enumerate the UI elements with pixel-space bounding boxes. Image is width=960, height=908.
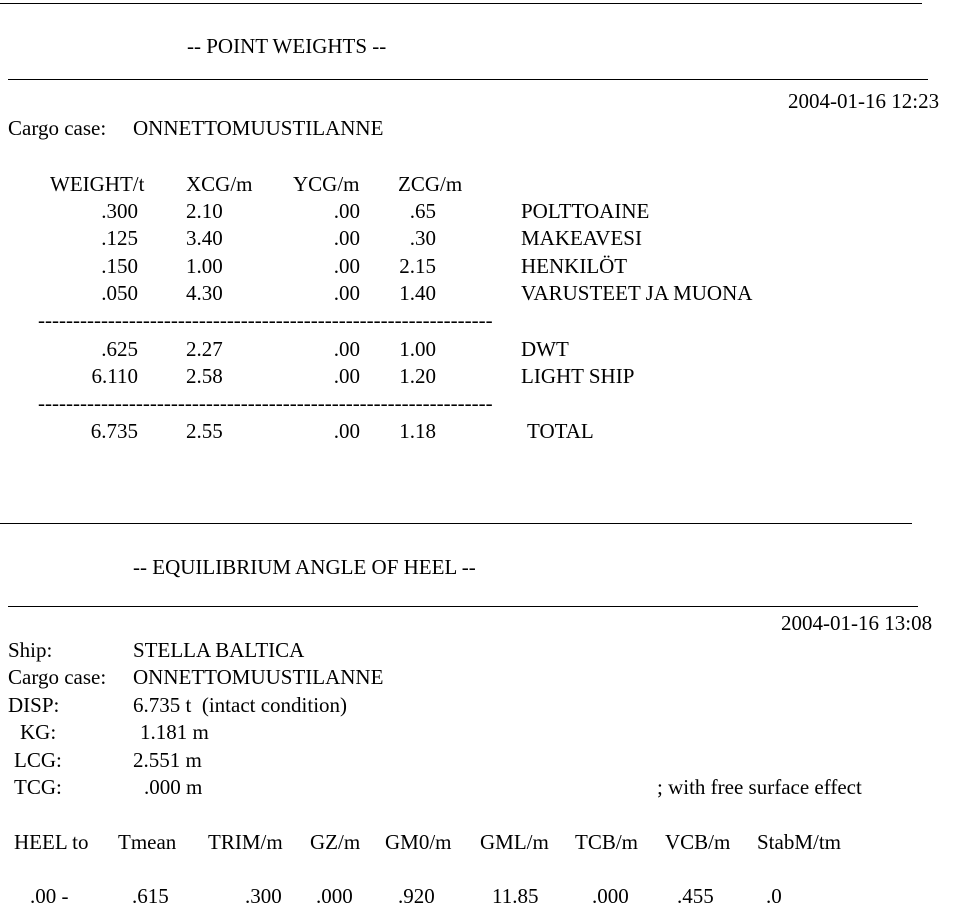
ycg-value: .00	[333, 226, 360, 250]
tcb-value: .000	[592, 884, 629, 908]
vcb-value: .455	[677, 884, 714, 908]
section1-title-rule	[8, 79, 928, 80]
item-name: DWT	[521, 337, 569, 361]
section1-timestamp: 2004-01-16 12:23	[788, 89, 940, 113]
col-tmean-header: Tmean	[118, 830, 177, 854]
ycg-value: .00	[333, 281, 360, 305]
kg-label: KG:	[20, 720, 57, 744]
cargo-value: ONNETTOMUUSTILANNE	[133, 665, 384, 689]
col-gz-header: GZ/m	[310, 830, 361, 854]
weight-value: .300	[101, 199, 138, 223]
cargo-case-label: Cargo case:	[8, 116, 107, 140]
col-gml-header: GML/m	[480, 830, 549, 854]
cargo-label: Cargo case:	[8, 665, 107, 689]
xcg-value: 4.30	[186, 281, 223, 305]
ycg-value: .00	[333, 254, 360, 278]
weight-value: 6.110	[91, 364, 138, 388]
item-name: POLTTOAINE	[521, 199, 650, 223]
point-weights-title: -- POINT WEIGHTS --	[187, 34, 387, 58]
zcg-value: 2.15	[399, 254, 436, 278]
top-rule	[0, 3, 922, 4]
xcg-value: 2.27	[186, 337, 223, 361]
col-heel-header: HEEL to	[14, 830, 89, 854]
tcg-value: .000 m	[144, 775, 203, 799]
equilibrium-title: -- EQUILIBRIUM ANGLE OF HEEL --	[133, 555, 476, 579]
xcg-value: 1.00	[186, 254, 223, 278]
weight-value: .050	[101, 281, 138, 305]
ship-value: STELLA BALTICA	[133, 638, 305, 662]
stabm-value: .0	[766, 884, 782, 908]
free-surface-note: ; with free surface effect	[657, 775, 862, 799]
heel-value: .00 -	[30, 884, 69, 908]
col-trim-header: TRIM/m	[208, 830, 283, 854]
xcg-value: 3.40	[186, 226, 223, 250]
xcg-value: 2.55	[186, 419, 223, 443]
ycg-value: .00	[333, 364, 360, 388]
item-name: VARUSTEET JA MUONA	[521, 281, 753, 305]
kg-value: 1.181 m	[140, 720, 209, 744]
weight-value: .125	[101, 226, 138, 250]
trim-value: .300	[245, 884, 282, 908]
dashed-separator: -----------------------------------------------------------------	[38, 308, 493, 332]
section2-top-rule	[0, 523, 912, 524]
header-ycg: YCG/m	[293, 172, 360, 196]
weight-value: 6.735	[90, 419, 138, 443]
header-weight: WEIGHT/t	[50, 172, 145, 196]
ship-label: Ship:	[8, 638, 53, 662]
gm0-value: .920	[398, 884, 435, 908]
xcg-value: 2.58	[186, 364, 223, 388]
gml-value: 11.85	[492, 884, 539, 908]
header-zcg: ZCG/m	[398, 172, 463, 196]
dashed-separator: -----------------------------------------------------------------	[38, 391, 493, 415]
cargo-case-value: ONNETTOMUUSTILANNE	[133, 116, 384, 140]
col-stabm-header: StabM/tm	[757, 830, 842, 854]
col-gm0-header: GM0/m	[385, 830, 452, 854]
ycg-value: .00	[333, 419, 360, 443]
zcg-value: .30	[409, 226, 436, 250]
item-name: MAKEAVESI	[521, 226, 642, 250]
weight-value: .150	[101, 254, 138, 278]
disp-label: DISP:	[8, 693, 60, 717]
col-vcb-header: VCB/m	[665, 830, 731, 854]
zcg-value: 1.18	[399, 419, 436, 443]
tcg-label: TCG:	[14, 775, 62, 799]
lcg-value: 2.551 m	[133, 748, 202, 772]
disp-value: 6.735 t (intact condition)	[133, 693, 348, 717]
section2-timestamp: 2004-01-16 13:08	[781, 611, 933, 635]
col-tcb-header: TCB/m	[575, 830, 639, 854]
tmean-value: .615	[132, 884, 169, 908]
zcg-value: 1.40	[399, 281, 436, 305]
gz-value: .000	[316, 884, 353, 908]
lcg-label: LCG:	[14, 748, 62, 772]
ycg-value: .00	[333, 199, 360, 223]
section2-title-rule	[8, 606, 918, 607]
xcg-value: 2.10	[186, 199, 223, 223]
zcg-value: .65	[409, 199, 436, 223]
weight-value: .625	[101, 337, 138, 361]
zcg-value: 1.20	[399, 364, 436, 388]
zcg-value: 1.00	[399, 337, 436, 361]
ycg-value: .00	[333, 337, 360, 361]
item-name: TOTAL	[527, 419, 594, 443]
header-xcg: XCG/m	[186, 172, 253, 196]
item-name: LIGHT SHIP	[521, 364, 635, 388]
item-name: HENKILÖT	[521, 254, 628, 278]
